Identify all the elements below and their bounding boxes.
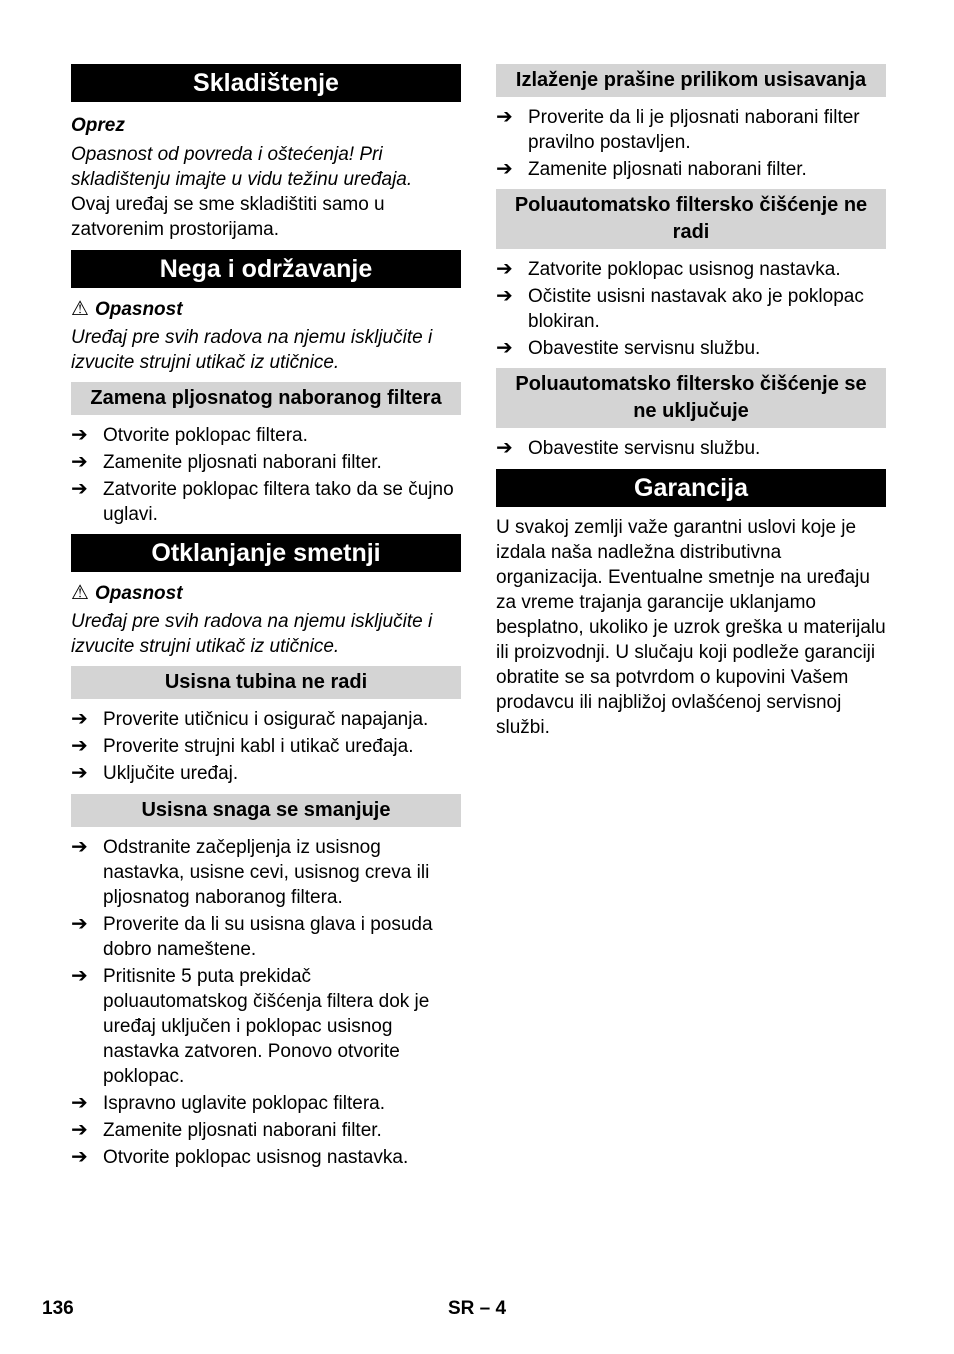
right-column [496, 64, 886, 740]
list-item: ➔ Uključite uređaj. [71, 762, 239, 784]
arrow-right-icon: ➔ [71, 478, 88, 500]
danger-heading [71, 581, 461, 606]
list-item: ➔ Ispravno uglavite poklopac filtera. [71, 1092, 385, 1114]
arrow-right-icon: ➔ [496, 285, 513, 307]
arrow-right-icon: ➔ [71, 836, 88, 858]
list-item: ➔ Zamenite pljosnati naborani filter. [496, 158, 807, 180]
list-item: ➔ Proverite strujni kabl i utikač uređaja. [71, 735, 414, 757]
list-item: ➔ Zamenite pljosnati naborani filter. [71, 1119, 382, 1141]
arrow-right-icon: ➔ [496, 158, 513, 180]
subsection-suction-power: Usisna snaga se smanjuje [71, 794, 461, 827]
page-code: SR – 4 [448, 1298, 507, 1319]
list-item: ➔ Očistite usisni nastavak ako je poklopac blokiran. [496, 285, 864, 332]
section-title-storage: Skladištenje [71, 64, 461, 102]
arrow-right-icon: ➔ [496, 437, 513, 459]
list-item: ➔ Proverite utičnicu i osigurač napajanja. [71, 708, 429, 730]
list-item: ➔ Proverite da li su usisna glava i posuda dobro nameštene. [71, 913, 433, 960]
list-item: ➔ Zatvorite poklopac usisnog nastavka. [496, 258, 841, 280]
danger-label: Opasnost [94, 583, 183, 604]
storage-text: Ovaj uređaj se sme skladištiti samo u zatvorenim prostorijama. [71, 194, 385, 240]
list-turbine [71, 707, 461, 786]
warning-triangle-icon: ⚠ [71, 582, 89, 604]
section-title-care: Nega i održavanje [71, 250, 461, 288]
caution-label: Oprez [71, 115, 125, 136]
list-item: ➔ Odstranite začepljenja iz usisnog nastavka, usisne cevi, usisnog creva ili pljosnatog naboranog filtera. [71, 836, 430, 908]
arrow-right-icon: ➔ [71, 708, 88, 730]
warning-triangle-icon: ⚠ [71, 298, 89, 320]
danger-text: Uređaj pre svih radova na njemu isključite i izvucite strujni utikač iz utičnice. [71, 611, 433, 657]
list-item: ➔ Zamenite pljosnati naborani filter. [71, 451, 382, 473]
arrow-right-icon: ➔ [496, 258, 513, 280]
list-item: ➔ Zatvorite poklopac filtera tako da se čujno uglavi. [71, 478, 454, 525]
arrow-right-icon: ➔ [496, 106, 513, 128]
arrow-right-icon: ➔ [71, 1119, 88, 1141]
arrow-right-icon: ➔ [71, 1092, 88, 1114]
danger-text: Uređaj pre svih radova na njemu isključite i izvucite strujni utikač iz utičnice. [71, 327, 433, 373]
section-title-troubleshooting: Otklanjanje smetnji [71, 534, 461, 572]
list-filter-replace [71, 423, 461, 527]
arrow-right-icon: ➔ [71, 1146, 88, 1168]
section-title-warranty: Garancija [496, 469, 886, 507]
arrow-right-icon: ➔ [496, 337, 513, 359]
subsection-filter-replace: Zamena pljosnatog naboranog filtera [71, 382, 461, 415]
subsection-turbine: Usisna tubina ne radi [71, 666, 461, 699]
page-number: 136 [42, 1298, 74, 1319]
arrow-right-icon: ➔ [71, 424, 88, 446]
list-item: ➔ Otvorite poklopac filtera. [71, 424, 308, 446]
danger-label: Opasnost [94, 299, 183, 320]
list-dust-escape [496, 105, 886, 182]
arrow-right-icon: ➔ [71, 451, 88, 473]
list-item: ➔ Otvorite poklopac usisnog nastavka. [71, 1146, 409, 1168]
warranty-text: U svakoj zemlji važe garantni uslovi koje je izdala naša nadležna distributivna organizacija. Eventualne smetnje na uređaju za vreme trajanja garancije uklanjamo besplatno, ukoliko je uzrok greška u materijalu ili proizvodnji. U slučaju koji podleže garanciji obratite se sa potvrdom o kupovini Vašem prodavcu ili najbližoj ovlašćenoj servisnoj službi. [496, 517, 886, 738]
list-suction-power [71, 835, 461, 1170]
subsection-filter-cleaning-no-start: Poluautomatsko filtersko čišćenje se ne uključuje [496, 368, 886, 428]
list-item: ➔ Proverite da li je pljosnati naborani filter pravilno postavljen. [496, 106, 860, 153]
arrow-right-icon: ➔ [71, 762, 88, 784]
list-item: ➔ Obavestite servisnu službu. [496, 437, 761, 459]
arrow-right-icon: ➔ [71, 735, 88, 757]
list-filter-cleaning-no-start [496, 436, 886, 461]
left-column [71, 64, 461, 1172]
arrow-right-icon: ➔ [71, 965, 88, 987]
arrow-right-icon: ➔ [71, 913, 88, 935]
list-item: ➔ Obavestite servisnu službu. [496, 337, 761, 359]
danger-heading [71, 297, 461, 322]
list-filter-cleaning-fails [496, 257, 886, 361]
list-item: ➔ Pritisnite 5 puta prekidač poluautomatskog čišćenja filtera dok je uređaj uključen i poklopac usisnog nastavka zatvoren. Ponovo otvorite poklopac. [71, 965, 430, 1087]
subsection-dust-escape: Izlaženje prašine prilikom usisavanja [496, 64, 886, 97]
caution-text: Opasnost od povreda i oštećenja! Pri skladištenju imajte u vidu težinu uređaja. [71, 144, 413, 190]
subsection-filter-cleaning-fails: Poluautomatsko filtersko čišćenje ne radi [496, 189, 886, 249]
